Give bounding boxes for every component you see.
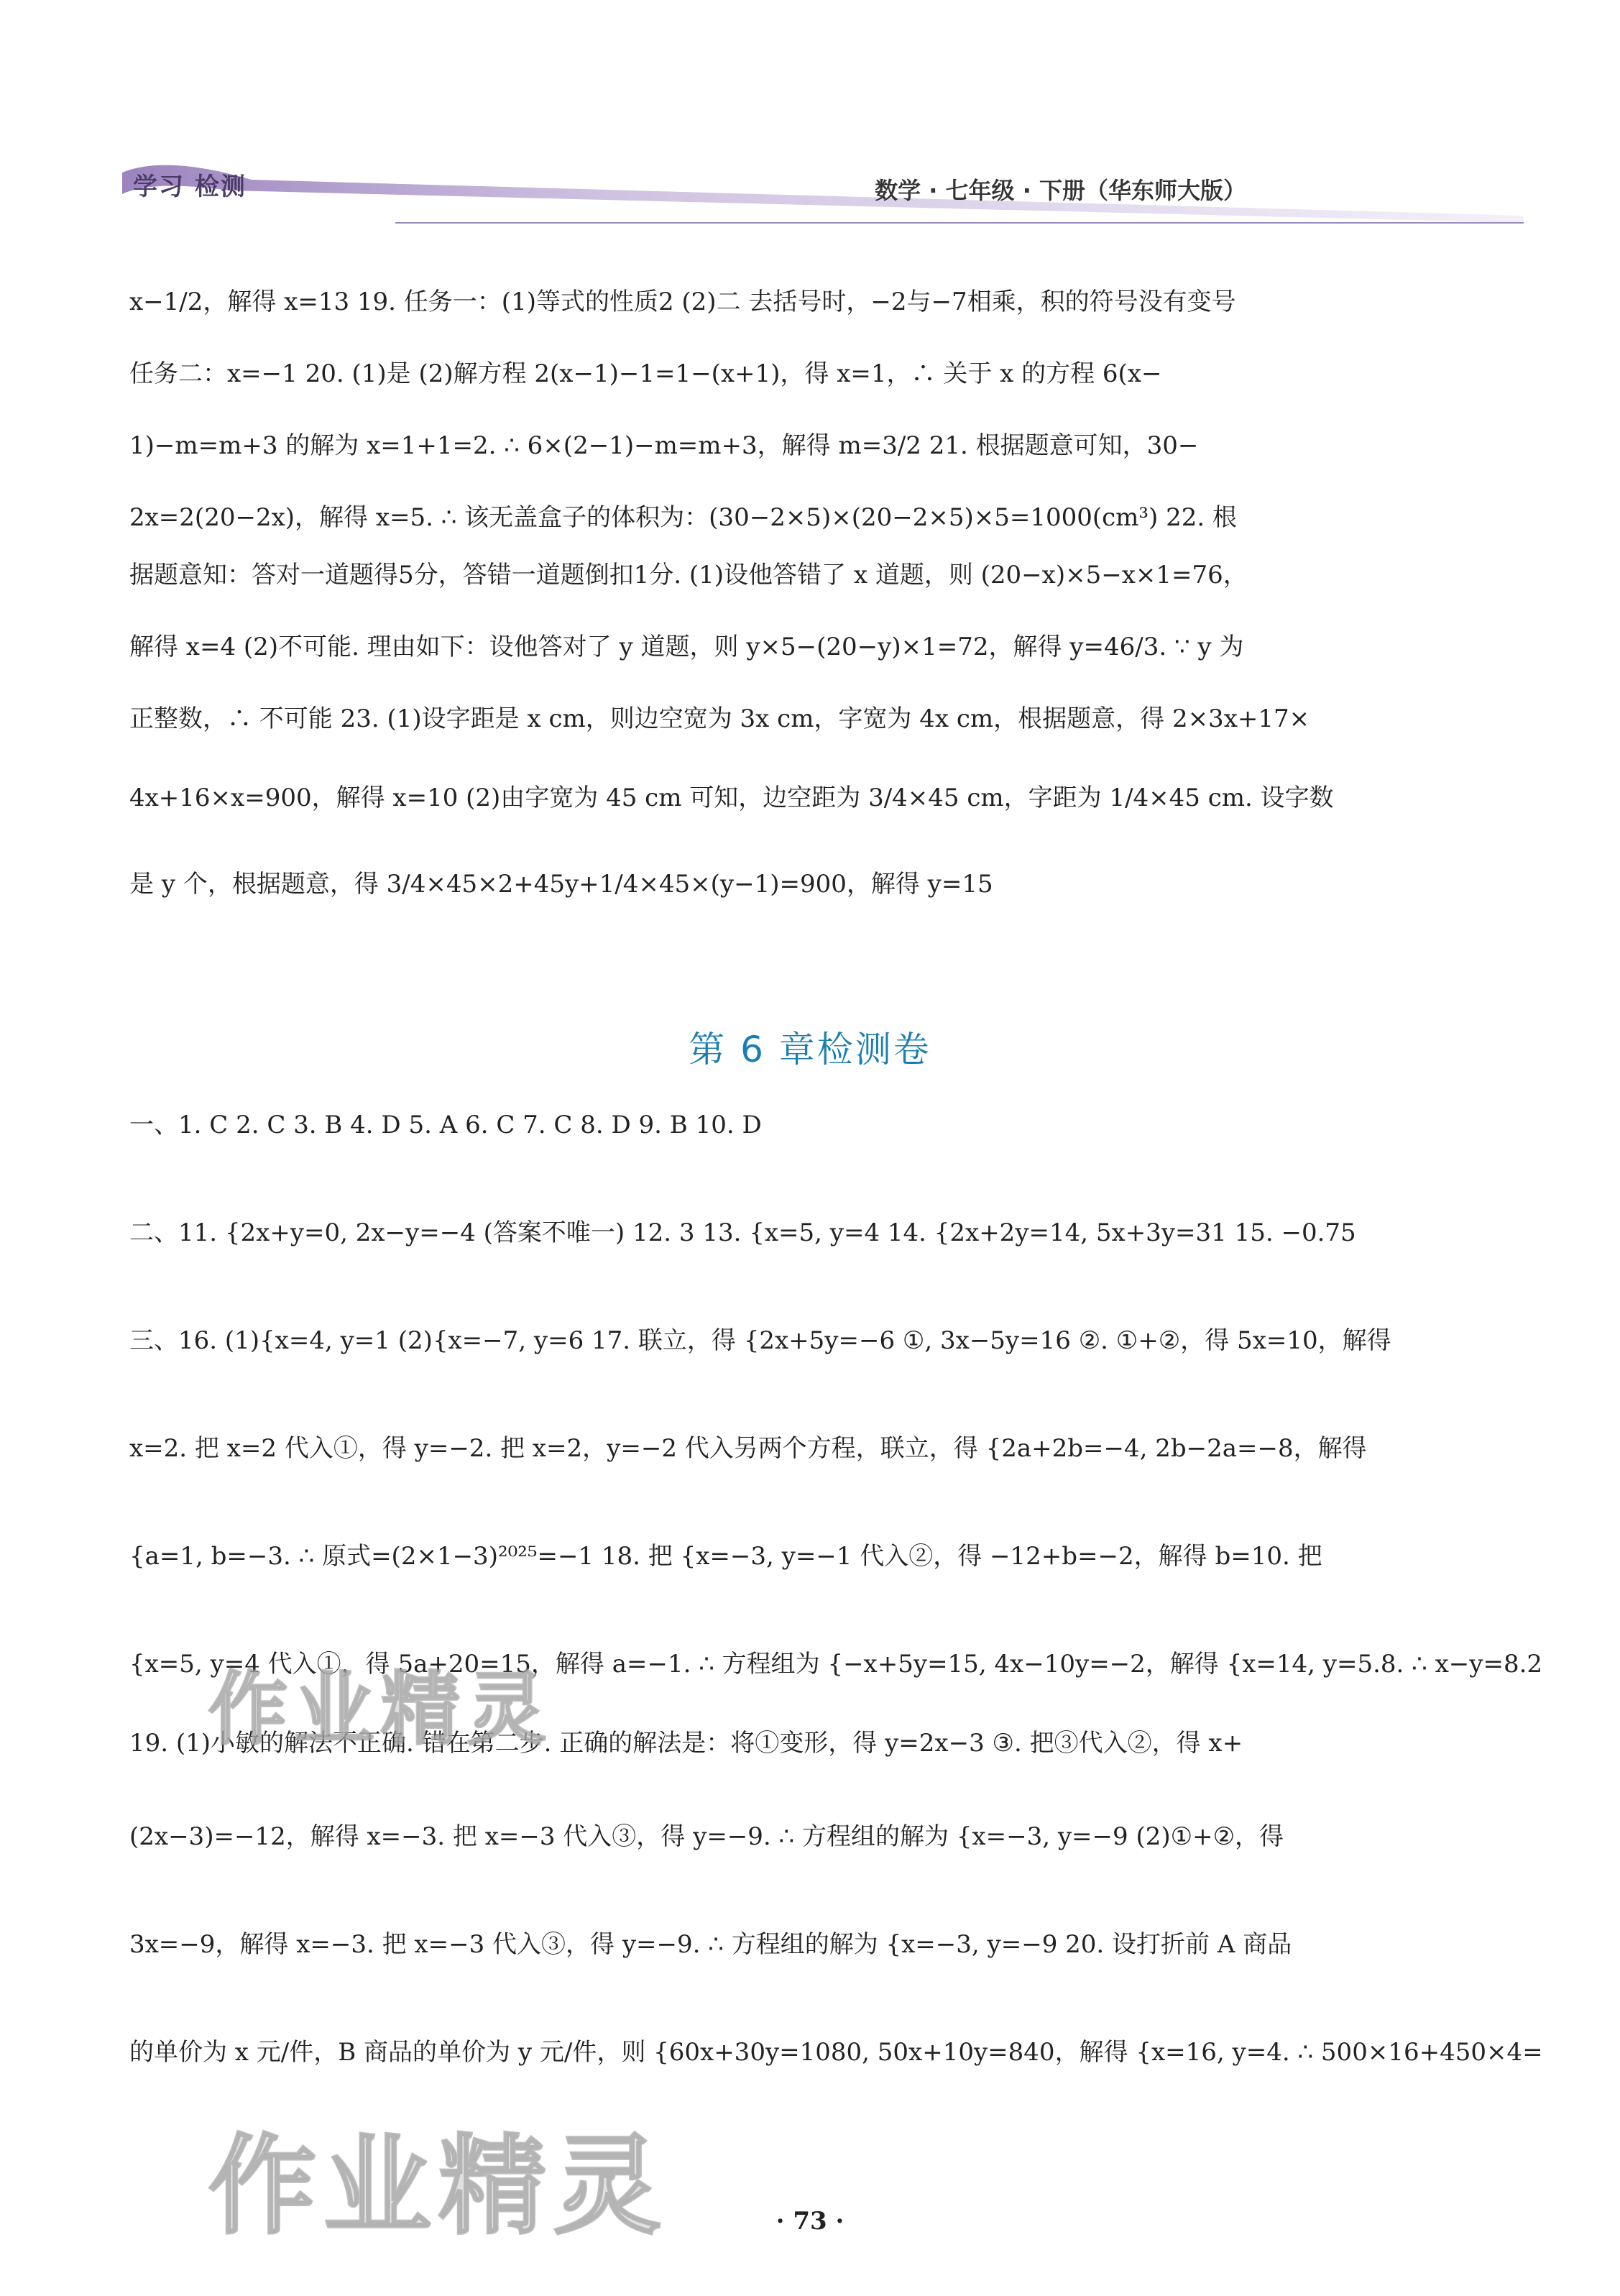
page-number: · 73 · — [776, 2207, 844, 2236]
book-subtitle: 数学 · 七年级 · 下册（华东师大版） — [875, 177, 1246, 204]
answer-line: 4x+16×x=900，解得 x=10 (2)由字宽为 45 cm 可知，边空距为 3/4×45 cm，字距为 1/4×45 cm. 设字数 — [129, 784, 1334, 812]
answer-line: 是 y 个，根据题意，得 3/4×45×2+45y+1/4×45×(y−1)=900，解得 y=15 — [129, 870, 993, 899]
answer-line: 19. (1)小敏的解法不正确. 错在第二步. 正确的解法是：将①变形，得 y=2x−3 ③. 把③代入②，得 x+ — [129, 1729, 1243, 1758]
answer-line: x=2. 把 x=2 代入①，得 y=−2. 把 x=2，y=−2 代入另两个方程，联立，得 {2a+2b=−4, 2b−2a=−8，解得 — [129, 1434, 1367, 1463]
answer-line: 据题意知：答对一道题得5分，答错一道题倒扣1分. (1)设他答错了 x 道题，则 (20−x)×5−x×1=76， — [129, 561, 1248, 589]
answer-line: (2x−3)=−12，解得 x=−3. 把 x=−3 代入③，得 y=−9. ∴ 方程组的解为 {x=−3, y=−9 (2)①+②，得 — [129, 1822, 1284, 1851]
answer-line: 正整数，∴ 不可能 23. (1)设字距是 x cm，则边空宽为 3x cm，字宽为 4x cm，根据题意，得 2×3x+17× — [129, 704, 1310, 733]
answer-line: 二、11. {2x+y=0, 2x−y=−4 (答案不唯一) 12. 3 13. {x=5, y=4 14. {2x+2y=14, 5x+3y=31 15. −0.75 — [129, 1218, 1356, 1247]
answer-line: 一、1. C 2. C 3. B 4. D 5. A 6. C 7. C 8. D 9. B 10. D — [129, 1111, 762, 1139]
answer-line: x−1/2，解得 x=13 19. 任务一：(1)等式的性质2 (2)二 去括号时，−2与−7相乘，积的符号没有变号 — [129, 288, 1236, 316]
series-logo: 学习 检测 — [133, 173, 247, 201]
header-band — [122, 151, 1524, 230]
chapter-title: 第 6 章检测卷 — [689, 1029, 931, 1070]
watermark: 作业精灵 — [208, 1663, 553, 1755]
watermark: 作业精灵 — [208, 2124, 669, 2249]
answer-line: 1)−m=m+3 的解为 x=1+1=2. ∴ 6×(2−1)−m=m+3，解得 m=3/2 21. 根据题意可知，30− — [129, 431, 1199, 460]
answer-line: 3x=−9，解得 x=−3. 把 x=−3 代入③，得 y=−9. ∴ 方程组的解为 {x=−3, y=−9 20. 设打折前 A 商品 — [129, 1930, 1292, 1959]
answer-line: 三、16. (1){x=4, y=1 (2){x=−7, y=6 17. 联立，得 {2x+5y=−6 ①, 3x−5y=16 ②. ①+②，得 5x=10，解得 — [129, 1326, 1391, 1355]
answer-line: 任务二：x=−1 20. (1)是 (2)解方程 2(x−1)−1=1−(x+1)，得 x=1，∴ 关于 x 的方程 6(x− — [129, 359, 1162, 388]
answer-line: 解得 x=4 (2)不可能. 理由如下：设他答对了 y 道题，则 y×5−(20−y)×1=72，解得 y=46/3. ∵ y 为 — [129, 633, 1244, 661]
answer-line: 的单价为 x 元/件，B 商品的单价为 y 元/件，则 {60x+30y=1080, 50x+10y=840，解得 {x=16, y=4. ∴ 500×16+450×4= — [129, 2038, 1543, 2067]
answer-line: {a=1, b=−3. ∴ 原式=(2×1−3)²⁰²⁵=−1 18. 把 {x=−3, y=−1 代入②，得 −12+b=−2，解得 b=10. 把 — [129, 1542, 1322, 1571]
answer-line: {x=5, y=4 代入①，得 5a+20=15，解得 a=−1. ∴ 方程组为 {−x+5y=15, 4x−10y=−2，解得 {x=14, y=5.8. ∴ x−y=8.2 — [129, 1650, 1543, 1679]
answer-line: 2x=2(20−2x)，解得 x=5. ∴ 该无盖盒子的体积为：(30−2×5)×(20−2×5)×5=1000(cm³) 22. 根 — [129, 503, 1237, 532]
